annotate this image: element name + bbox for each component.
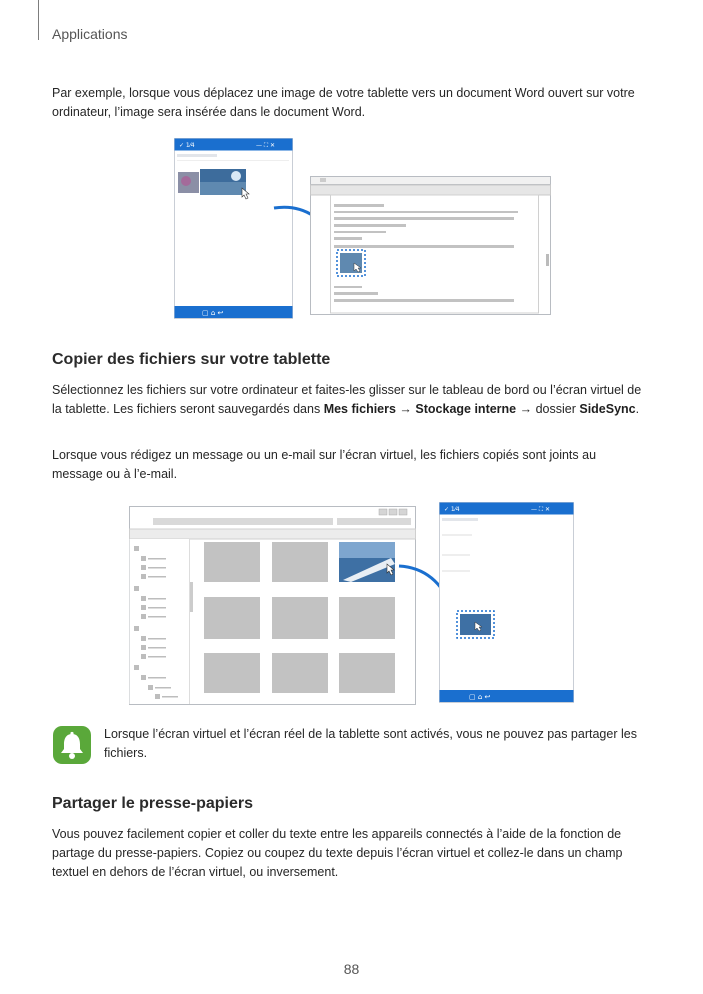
figure-drag-image-to-word (174, 138, 554, 320)
menu-path-sidesync: SideSync (579, 402, 636, 416)
page-side-rule (38, 0, 39, 40)
figure-drag-file-to-tablet (129, 502, 577, 706)
word-document-window (311, 177, 551, 315)
virtual-tablet-screen (440, 503, 574, 703)
copy-files-paragraph-2: Lorsque vous rédigez un message ou un e-mail sur l’écran virtuel, les fichiers copiés sont joints au message ou à l’e-mail. (52, 448, 597, 481)
section-title-share-clipboard: Partager le presse-papiers (52, 795, 253, 812)
svg-text:▢ ⌂ ↩: ▢ ⌂ ↩ (469, 693, 491, 701)
bell-icon (52, 725, 92, 765)
section-title-copy-files: Copier des fichiers sur votre tablette (52, 351, 331, 368)
svg-text:▢ ⌂ ↩: ▢ ⌂ ↩ (202, 309, 224, 317)
svg-text:✓ 1⁄4: ✓ 1⁄4 (444, 506, 460, 513)
file-explorer-window (130, 507, 416, 705)
copy-files-paragraph-1: Sélectionnez les fichiers sur votre ordinateur et faites-les glisser sur le tableau de bord ou l’écran virtuel de la tablette. Les fichiers seront sauvegardés dans Mes fichiers → Stockage interne → dossier SideSync. (52, 383, 642, 416)
share-clipboard-paragraph: Vous pouvez facilement copier et coller du texte entre les appareils connectés à l’aide de la fonction de partage du presse-papiers. Copiez ou coupez du texte depuis l’écran virtuel et collez-le dans un champ textuel en dehors de l’écran virtuel, ou inversement. (52, 827, 623, 879)
svg-text:✓ 1⁄4: ✓ 1⁄4 (179, 142, 195, 149)
intro-paragraph: Par exemple, lorsque vous déplacez une image de votre tablette vers un document Word ouvert sur votre ordinateur, l’image sera insérée dans le document Word. (52, 86, 635, 119)
virtual-tablet-screen (175, 139, 293, 319)
note-text: Lorsque l’écran virtuel et l’écran réel de la tablette sont activés, vous ne pouvez pas partager les fichiers. (104, 727, 637, 760)
page-header: Applications (52, 26, 128, 42)
svg-text:— ⛶ ✕: — ⛶ ✕ (531, 506, 551, 513)
menu-path-internal-storage: Stockage interne (415, 402, 517, 416)
svg-text:— ⛶ ✕: — ⛶ ✕ (256, 142, 276, 149)
menu-path-my-files: Mes fichiers (323, 402, 396, 416)
page-number: 88 (343, 961, 360, 977)
